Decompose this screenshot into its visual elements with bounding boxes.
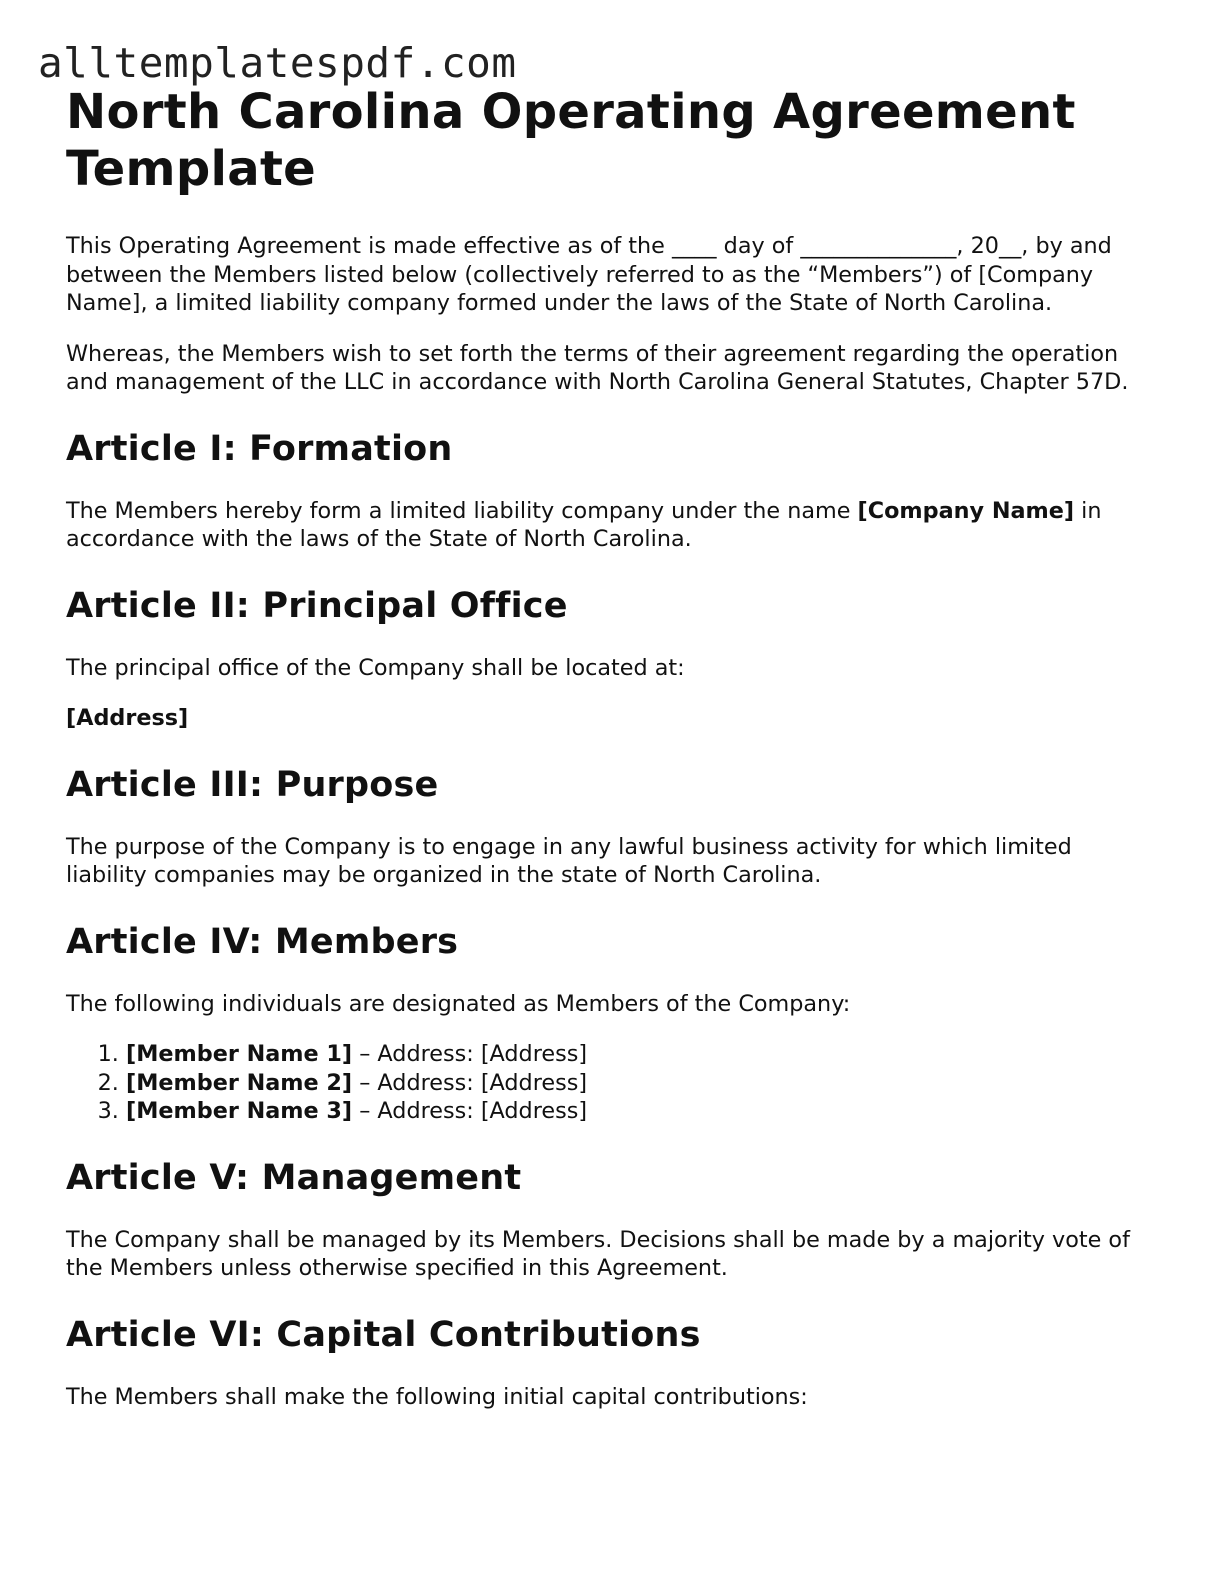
article-management	[66, 1156, 1156, 1283]
member-name: [Member Name 3]	[126, 1098, 353, 1124]
article-formation	[66, 427, 1156, 554]
article-members	[66, 920, 1156, 1126]
members-list	[66, 1040, 1156, 1126]
article-heading: Article IV: Members	[66, 921, 459, 962]
member-name: [Member Name 2]	[126, 1069, 353, 1096]
article-text: The Company shall be managed by its Members. Decisions shall be made by a majority vote of the Members unless otherwise specified in this Agreement.	[66, 1226, 1130, 1281]
list-item	[126, 1040, 1156, 1069]
article-principal-office	[66, 584, 1156, 733]
article-text: The following individuals are designated as Members of the Company:	[66, 990, 851, 1017]
article-text: The principal office of the Company shall be located at:	[66, 654, 685, 681]
article-capital-contributions	[66, 1313, 1156, 1412]
article-purpose	[66, 763, 1156, 890]
text-segment: in accordance with the laws of the State of North Carolina.	[66, 497, 1102, 552]
whereas-paragraph: Whereas, the Members wish to set forth the terms of their agreement regarding the operation and management of the LLC in accordance with North Carolina General Statutes, Chapter 57D.	[66, 340, 1129, 395]
article-text: The Members shall make the following initial capital contributions:	[66, 1383, 808, 1410]
member-name: [Member Name 1]	[126, 1041, 353, 1067]
company-name-placeholder: [Company Name]	[857, 497, 1075, 524]
intro-paragraph: This Operating Agreement is made effective as of the ____ day of ______________, 20__, by and between the Members listed below (collectively referred to as the “Members”) of [Company Name], a limited liability company formed under the laws of the State of North Carolina.	[66, 233, 1112, 316]
document-page	[66, 84, 1156, 1433]
watermark-text: alltemplatespdf.com	[38, 39, 517, 87]
member-address: – Address: [Address]	[352, 1069, 588, 1096]
address-placeholder: [Address]	[66, 705, 189, 731]
article-text: The purpose of the Company is to engage in any lawful business activity for which limited liability companies may be organized in the state of North Carolina.	[66, 833, 1072, 888]
article-heading: Article III: Purpose	[66, 764, 439, 805]
article-heading: Article II: Principal Office	[66, 585, 568, 626]
list-item	[126, 1097, 1156, 1126]
article-heading: Article V: Management	[66, 1157, 522, 1198]
article-heading: Article I: Formation	[66, 428, 453, 469]
document-title: North Carolina Operating Agreement Template	[66, 84, 1076, 197]
article-text	[66, 497, 1156, 554]
list-item	[126, 1069, 1156, 1098]
text-segment: The Members hereby form a limited liability company under the name	[66, 497, 858, 524]
member-address: – Address: [Address]	[352, 1041, 588, 1067]
member-address: – Address: [Address]	[352, 1098, 588, 1124]
article-heading: Article VI: Capital Contributions	[66, 1314, 701, 1355]
